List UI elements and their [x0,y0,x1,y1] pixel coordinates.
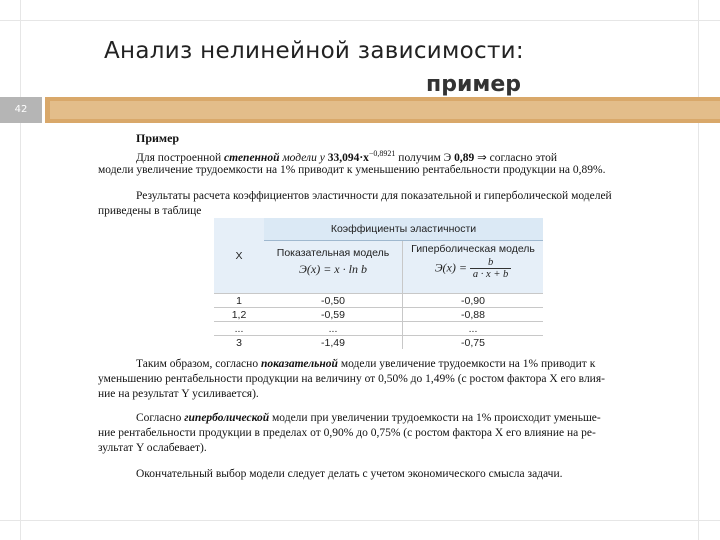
elasticity-table [214,218,543,349]
paragraph-2-line-2: приведены в таблице [98,205,202,217]
paragraph-3-line-2: уменьшению рентабельности продукции на величину от 0,50% до 1,49% (с ростом фактора X его влия- [98,373,605,385]
paragraph-4-line-1: Согласно гиперболической модели при увеличении трудоемкости на 1% происходит уменьше- [136,412,601,424]
grid-line-bottom [0,520,720,521]
doc-heading: Пример [136,131,180,145]
paragraph-1-line-2: модели увеличение трудоемкости на 1% приводит к уменьшению рентабельности продукции на 0,89%. [98,164,606,176]
slide-title-line-1: Анализ нелинейной зависимости: [104,38,524,64]
grid-line-top [0,20,720,21]
slide-number: 42 [14,104,28,115]
paragraph-1-line-1: Для построенной степенной модели y $33,094\cdot x^{-0,8921}$ получим Э 0,89 ⇒ согласно этой [136,149,558,164]
group-header: Коэффициенты эластичности [264,218,543,241]
paragraph-3-line-3: ние на результат Y усиливается). [98,388,259,400]
document-image [92,125,672,485]
paragraph-2-line-1: Результаты расчета коэффициентов эластичности для показательной и гиперболической моделей [136,190,612,202]
paragraph-4-line-2: ние рентабельности продукции в пределах от 0,90% до 0,75% (с ростом фактора X его влияние на ре- [98,427,596,439]
accent-bar-inner [50,101,720,119]
col-hyp-header: Гиперболическая модель Э(x) = $\frac{b}{a \cdot x + b}$ [403,241,544,294]
paragraph-4-line-3: зультат Y ослабевает). [98,442,207,454]
table-row: 3 -1,49 -0,75 [214,336,543,350]
paragraph-3-line-1: Таким образом, согласно показательной модели увеличение трудоемкости на 1% приводит к [136,358,596,370]
paragraph-5: Окончательный выбор модели следует делать с учетом экономического смысла задачи. [136,468,563,480]
table-row: ... ... ... [214,322,543,336]
table-row: 1 -0,50 -0,90 [214,294,543,308]
table-row: 1,2 -0,59 -0,88 [214,308,543,322]
formula-exp: Э(x) = x · ln b [299,262,367,276]
col-x-header: X [214,218,264,294]
col-exp-header: Показательная модель Э(x) = x · ln b [264,241,403,294]
grid-line-right [698,0,699,540]
grid-line-left [20,0,21,540]
slide-title-line-2: пример [426,72,522,97]
formula-hyp: Э(x) = $\frac{b}{a \cdot x + b}$ [403,257,543,280]
